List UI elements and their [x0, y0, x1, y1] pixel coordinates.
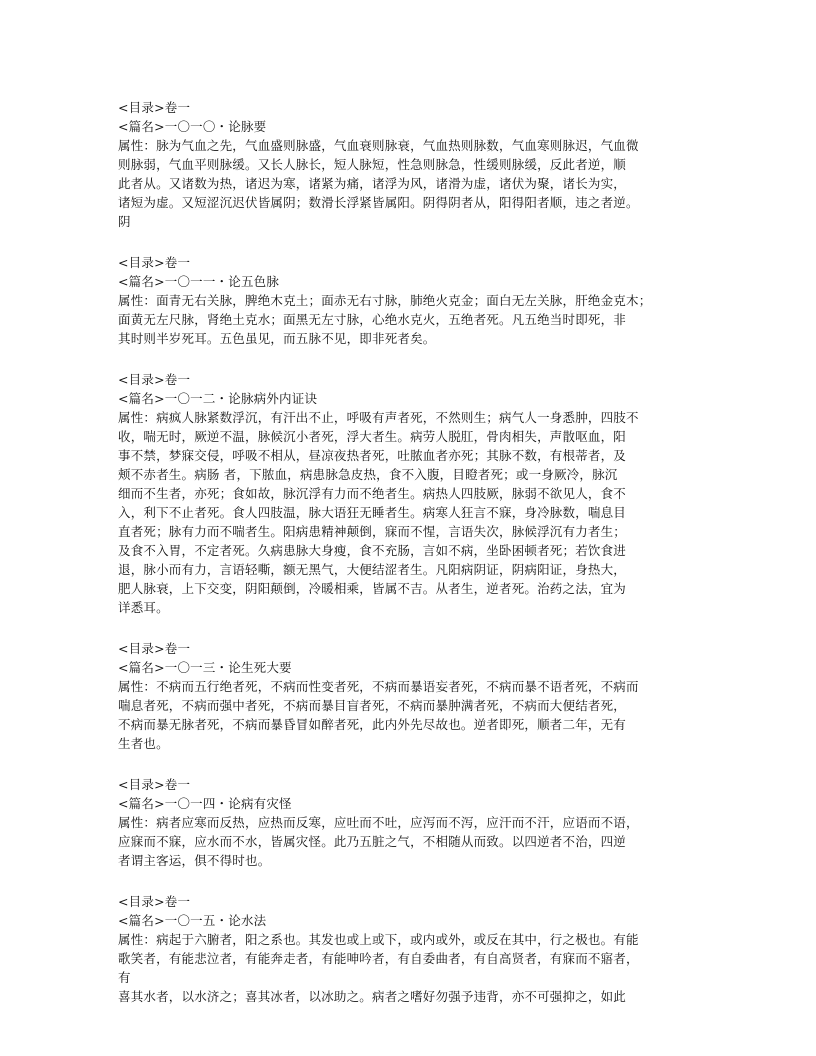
body-line: 属性：脉为气血之先，气血盛则脉盛，气血衰则脉衰，气血热则脉数，气血寒则脉迟，气血微 [118, 138, 639, 153]
catalog-line: <目录>卷一 [118, 641, 191, 656]
section-lun-wu-se-mai [118, 253, 708, 348]
chapter-title: <篇名>一〇一〇・论脉要 [118, 119, 267, 134]
body-line: 颊不赤者生。病肠 者，下脓血，病患脉急皮热，食不入腹，目瞪者死；或一身厥冷，脉沉 [118, 467, 618, 482]
body-line: 不病而暴无脉者死，不病而暴昏冒如醉者死，此内外先尽故也。逆者即死，顺者二年，无有 [118, 717, 627, 732]
body-line: 入，利下不止者死。食人四肢温，脉大语狂无睡者生。病寒人狂言不寐，身冷脉数，喘息目 [118, 505, 627, 520]
body-line: 属性：病起于六腑者，阳之系也。其发也或上或下，或内或外，或反在其中，行之极也。有能 [118, 932, 639, 947]
body-line: 此者从。又诸数为热，诸迟为寒，诸紧为痛，诸浮为风，诸滑为虚，诸伏为聚，诸长为实， [118, 176, 627, 191]
body-line: 属性：病者应寒而反热，应热而反寒，应吐而不吐，应泻而不泻，应汗而不汗，应语而不语， [118, 815, 639, 830]
document-page [118, 98, 708, 1028]
body-line: 属性：不病而五行绝者死，不病而性变者死，不病而暴语妄者死，不病而暴不语者死，不病而 [118, 679, 639, 694]
body-line: 直者死；脉有力而不喘者生。阳病患精神颠倒，寐而不惺，言语失次，脉候浮沉有力者生； [118, 524, 627, 539]
body-line: 者谓主客运，俱不得时也。 [118, 853, 271, 868]
chapter-title: <篇名>一〇一五・论水法 [118, 913, 267, 928]
catalog-line: <目录>卷一 [118, 255, 191, 270]
section-lun-sheng-si-da-yao [118, 639, 708, 753]
chapter-title: <篇名>一〇一四・论病有灾怪 [118, 796, 292, 811]
chapter-title: <篇名>一〇一三・论生死大要 [118, 660, 292, 675]
body-line: 退，脉小而有力，言语轻嘶，额无黑气，大便结涩者生。凡阳病阴证，阴病阳证，身热大， [118, 562, 627, 577]
chapter-title: <篇名>一〇一一・论五色脉 [118, 274, 280, 289]
body-line: 喜其水者，以水济之；喜其冰者，以冰助之。病者之嗜好勿强予违背，亦不可强抑之，如此 [118, 989, 627, 1004]
body-line: 则脉弱，气血平则脉缓。又长人脉长，短人脉短，性急则脉急，性缓则脉缓，反此者逆，顺 [118, 157, 627, 172]
body-line: 细而不生者，亦死；食如故，脉沉浮有力而不绝者生。病热人四肢厥，脉弱不欲见人，食不 [118, 486, 627, 501]
catalog-line: <目录>卷一 [118, 777, 191, 792]
section-lun-mai-bing-wai-nei-zheng-jue [118, 370, 708, 617]
body-line: 事不禁，梦寐交侵，呼吸不相从，昼凉夜热者死，吐脓血者亦死；其脉不数，有根蒂者，及 [118, 448, 627, 463]
body-line: 收，喘无时，厥逆不温，脉候沉小者死，浮大者生。病劳人脱肛，骨肉相失，声散呕血，阳 [118, 429, 627, 444]
body-line: 其时则半岁死耳。五色虽见，而五脉不见，即非死者矣。 [118, 331, 436, 346]
body-line: 面黄无左尺脉，肾绝土克水；面黑无左寸脉，心绝水克火，五绝者死。凡五绝当时即死，非 [118, 312, 627, 327]
catalog-line: <目录>卷一 [118, 100, 191, 115]
body-line: 阴 [118, 214, 131, 229]
body-line: 歌笑者，有能悲泣者，有能奔走者，有能呻吟者，有自委曲者，有自高贤者，有寐而不寤者， [118, 951, 639, 966]
body-line: 及食不入胃，不定者死。久病患脉大身瘦，食不充肠，言如不病，坐卧困顿者死；若饮食进 [118, 543, 627, 558]
body-line: 有 [118, 970, 131, 985]
section-lun-bing-you-zai-guai [118, 775, 708, 870]
catalog-line: <目录>卷一 [118, 372, 191, 387]
body-line: 属性：面青无右关脉，脾绝木克土；面赤无右寸脉，肺绝火克金；面白无左关脉，肝绝金克木； [118, 293, 652, 308]
chapter-title: <篇名>一〇一二・论脉病外内证诀 [118, 391, 318, 406]
section-lun-mai-yao [118, 98, 708, 231]
body-line: 应寐而不寐，应水而不水，皆属灾怪。此乃五脏之气，不相随从而致。以四逆者不治，四逆 [118, 834, 627, 849]
body-line: 生者也。 [118, 736, 169, 751]
catalog-line: <目录>卷一 [118, 894, 191, 909]
body-line: 诸短为虚。又短涩沉迟伏皆属阴；数滑长浮紧皆属阳。阴得阴者从，阳得阳者顺，违之者逆。 [118, 195, 639, 210]
body-line: 属性：病疯人脉紧数浮沉，有汗出不止，呼吸有声者死，不然则生；病气人一身悉肿，四肢不 [118, 410, 639, 425]
section-lun-shui-fa [118, 892, 708, 1006]
body-line: 详悉耳。 [118, 600, 169, 615]
body-line: 肥人脉衰，上下交变，阴阳颠倒，冷暖相乘，皆属不吉。从者生，逆者死。治药之法，宜为 [118, 581, 627, 596]
body-line: 喘息者死，不病而强中者死，不病而暴目盲者死，不病而暴肿满者死，不病而大便结者死， [118, 698, 627, 713]
